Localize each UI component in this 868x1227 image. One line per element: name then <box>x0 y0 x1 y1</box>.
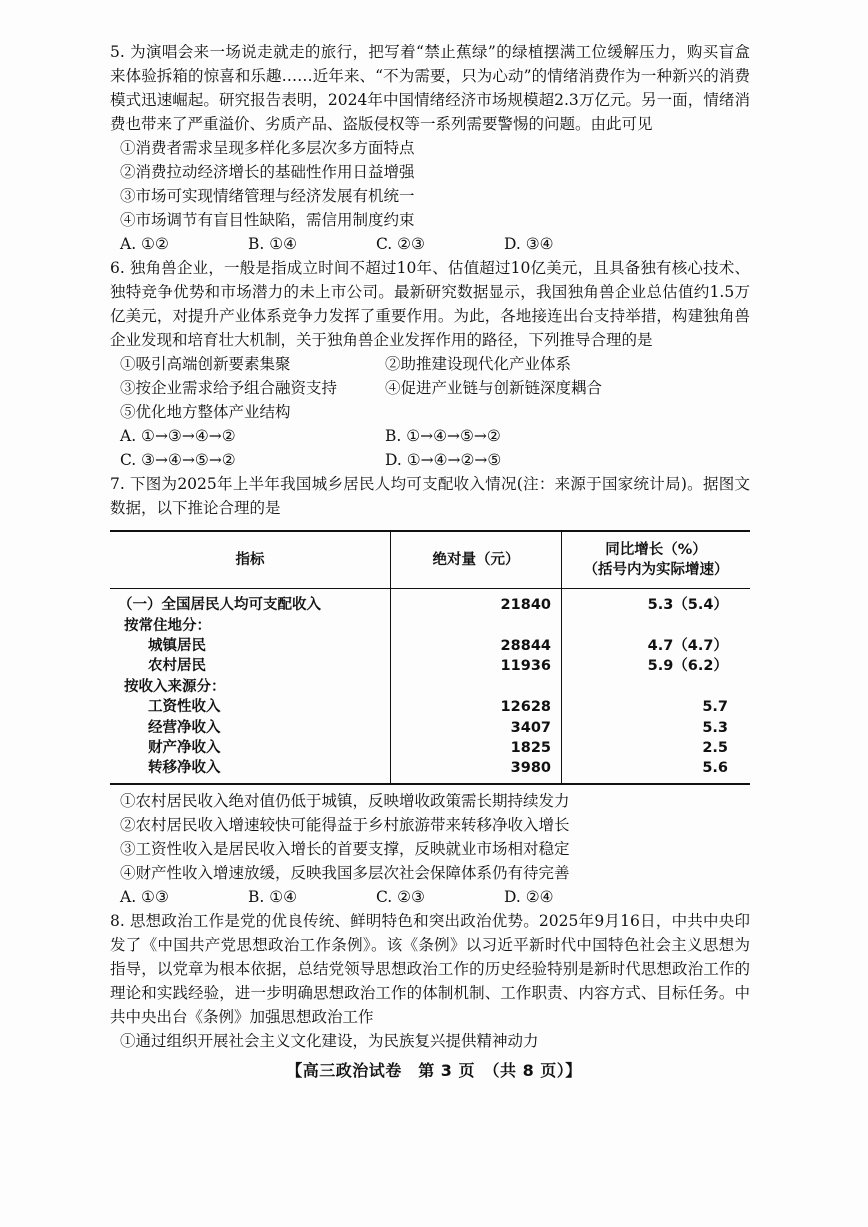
question-6-choice-d: D. ①→④→②→⑤ <box>385 451 502 469</box>
question-8 <box>110 909 750 1053</box>
table-row <box>110 656 750 676</box>
table-cell-growth: 5.3 <box>702 719 728 736</box>
question-6-items-row-2 <box>120 376 750 400</box>
table-cell-growth: 5.7 <box>702 699 728 716</box>
table-cell-indicator: 工资性收入 <box>110 697 391 717</box>
header-growth <box>562 531 751 589</box>
question-5-choice-c: C. ②③ <box>376 235 425 253</box>
question-7-item-4: ④财产性收入增速放缓，反映我国多层次社会保障体系仍有待完善 <box>120 863 570 882</box>
table-row <box>110 589 750 616</box>
table-cell-absolute: 3980 <box>391 758 562 783</box>
income-table-header-row <box>110 531 750 589</box>
table-row <box>110 677 750 697</box>
table-cell-absolute <box>391 677 562 697</box>
table-cell-growth: 2.5 <box>702 739 728 756</box>
question-6-choice-a: A. ①→③→④→② <box>120 427 236 445</box>
question-7-stem: 7. 下图为2025年上半年我国城乡居民人均可支配收入情况(注：来源于国家统计局)。据图文数据，以下推论合理的是 <box>110 475 750 517</box>
header-growth-line-2: （括号内为实际增速） <box>583 562 729 578</box>
question-8-item-1: ①通过组织开展社会主义文化建设，为民族复兴提供精神动力 <box>120 1031 539 1050</box>
question-6-choice-b: B. ①→④→⑤→② <box>385 427 501 445</box>
question-7 <box>110 472 750 909</box>
question-5-item-1: ①消费者需求呈现多样化多层次多方面特点 <box>120 139 415 157</box>
table-row <box>110 738 750 758</box>
question-7-item-1: ①农村居民收入绝对值仍低于城镇，反映增收政策需长期持续发力 <box>120 791 570 810</box>
question-6-item-4: ④促进产业链与创新链深度耦合 <box>385 379 603 397</box>
table-row <box>110 615 750 635</box>
table-row <box>110 717 750 737</box>
question-6-choice-c: C. ③→④→⑤→② <box>120 451 236 469</box>
table-cell-growth <box>562 615 751 635</box>
question-7-choice-c: C. ②③ <box>376 887 425 906</box>
question-7-choice-d: D. ②④ <box>504 887 554 906</box>
header-absolute: 绝对量（元） <box>391 531 562 589</box>
table-cell-growth: 5.6 <box>562 758 751 783</box>
table-cell-indicator: 经营净收入 <box>110 717 391 737</box>
income-table-body <box>110 589 750 784</box>
question-6-item-1: ①吸引高端创新要素集聚 <box>120 355 291 373</box>
question-6 <box>110 256 750 472</box>
table-row <box>110 758 750 783</box>
income-table <box>110 530 750 785</box>
table-cell-growth <box>562 677 751 697</box>
question-5-choice-a: A. ①② <box>120 235 169 253</box>
header-indicator: 指标 <box>110 531 391 589</box>
question-7-item-2: ②农村居民收入增速较快可能得益于乡村旅游带来转移净收入增长 <box>120 815 570 834</box>
question-8-stem: 8. 思想政治工作是党的优良传统、鲜明特色和突出政治优势。2025年9月16日，中共中央印发了《中国共产党思想政治工作条例》。该《条例》以习近平新时代中国特色社会主义思想为指导，以党章为根本依据，总结党领导思想政治工作的历史经验特别是新时代思想政治工作的理论和实践经验，进一步明确思想政治工作的体制机制、工作职责、内容方式、目标任务。中共中央出台《条例》加强思想政治工作 <box>110 911 750 1026</box>
question-6-stem: 6. 独角兽企业，一般是指成立时间不超过10年、估值超过10亿美元，且具备独有核心技术、独特竞争优势和市场潜力的未上市公司。最新研究数据显示，我国独角兽企业总估值约1.5万亿美元，对提升产业体系竞争力发挥了重要作用。为此，各地接连出台支持举措，构建独角兽企业发现和培育壮大机制，关于独角兽企业发挥作用的路径，下列推导合理的是 <box>110 259 750 349</box>
question-7-choice-b: B. ①④ <box>248 887 298 906</box>
question-5-item-3: ③市场可实现情绪管理与经济发展有机统一 <box>120 187 415 205</box>
question-6-item-5: ⑤优化地方整体产业结构 <box>120 403 291 421</box>
question-5-item-4: ④市场调节有盲目性缺陷，需信用制度约束 <box>120 211 415 229</box>
question-6-item-3: ③按企业需求给予组合融资支持 <box>120 379 338 397</box>
question-6-item-2: ②助推建设现代化产业体系 <box>385 355 572 373</box>
table-cell-growth: 5.9（6.2） <box>647 658 728 675</box>
table-cell-growth: 5.3（5.4） <box>647 597 728 614</box>
question-5 <box>110 40 750 256</box>
table-row <box>110 697 750 717</box>
table-cell-indicator: （一）全国居民人均可支配收入 <box>110 589 391 616</box>
table-cell-growth: 4.7（4.7） <box>647 637 728 654</box>
header-growth-line-1: 同比增长（%） <box>605 542 707 558</box>
table-cell-absolute: 3407 <box>391 717 562 737</box>
question-5-stem: 5. 为演唱会来一场说走就走的旅行，把写着“禁止蕉绿”的绿植摆满工位缓解压力，购买盲盒来体验拆箱的惊喜和乐趣……近年来、“不为需要，只为心动”的情绪消费作为一种新兴的消费模式迅速崛起。研究报告表明，2024年中国情绪经济市场规模超2.3万亿元。另一面，情绪消费也带来了严重溢价、劣质产品、盗版侵权等一系列需要警惕的问题。由此可见 <box>110 43 750 133</box>
table-cell-indicator: 农村居民 <box>110 656 391 676</box>
question-7-choice-a: A. ①③ <box>120 887 169 906</box>
question-5-item-2: ②消费拉动经济增长的基础性作用日益增强 <box>120 163 415 181</box>
table-cell-absolute: 28844 <box>391 636 562 656</box>
page-content <box>110 40 750 1053</box>
table-cell-indicator: 按收入来源分： <box>110 677 391 697</box>
question-5-choice-d: D. ③④ <box>504 235 554 253</box>
question-5-choices <box>120 232 750 256</box>
table-cell-absolute: 21840 <box>391 589 562 616</box>
table-cell-absolute: 1825 <box>391 738 562 758</box>
question-6-choices-row-2 <box>120 448 750 472</box>
question-7-item-3: ③工资性收入是居民收入增长的首要支撑，反映就业市场相对稳定 <box>120 839 570 858</box>
table-cell-indicator: 转移净收入 <box>110 758 391 783</box>
question-5-choice-b: B. ①④ <box>248 235 298 253</box>
table-cell-indicator: 按常住地分： <box>110 615 391 635</box>
table-row <box>110 636 750 656</box>
question-7-choices <box>120 885 750 909</box>
question-6-items-row-1 <box>120 352 750 376</box>
question-6-choices <box>120 424 750 472</box>
table-cell-indicator: 财产净收入 <box>110 738 391 758</box>
table-cell-indicator: 城镇居民 <box>110 636 391 656</box>
table-cell-absolute <box>391 615 562 635</box>
question-6-choices-row-1 <box>120 424 750 448</box>
table-cell-absolute: 11936 <box>391 656 562 676</box>
page-footer: 【高三政治试卷 第 3 页 （共 8 页）】 <box>286 1061 582 1080</box>
table-cell-absolute: 12628 <box>391 697 562 717</box>
